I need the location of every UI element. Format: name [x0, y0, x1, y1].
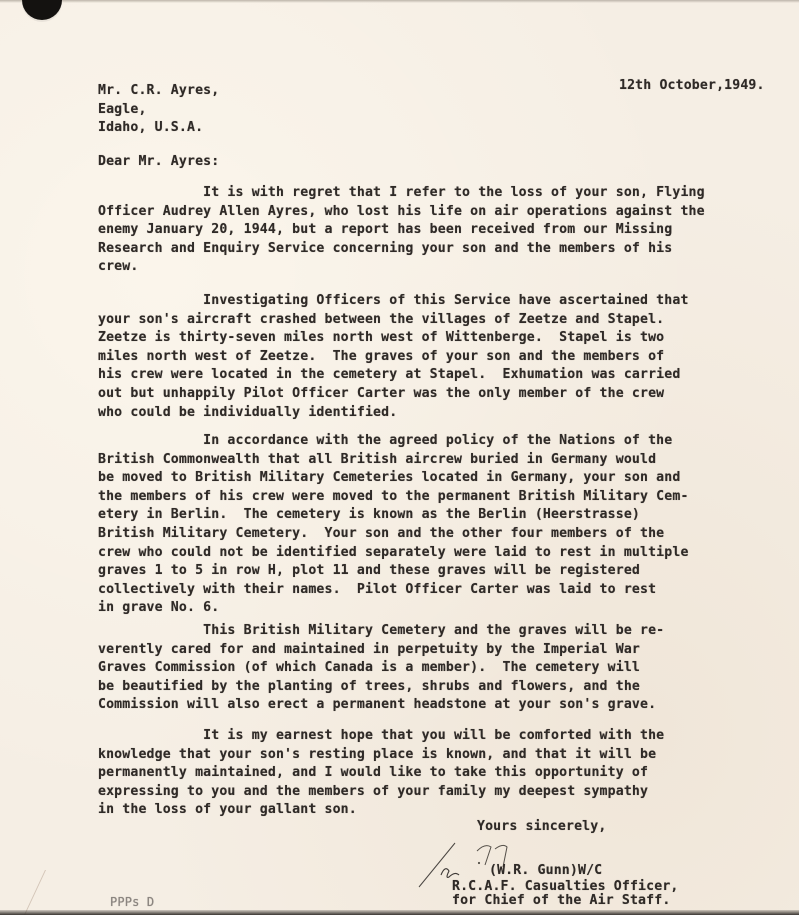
text-line: crew who could not be identified separately were laid to rest in multiple	[98, 544, 689, 560]
text-line: your son's aircraft crashed between the villages of Zeetze and Stapel.	[98, 311, 665, 327]
text-line: verently cared for and maintained in perpetuity by the Imperial War	[98, 641, 640, 657]
text-line: collectively with their names. Pilot Officer Carter was laid to rest	[98, 581, 657, 597]
text-line: Officer Audrey Allen Ayres, who lost his life on air operations against the	[98, 203, 705, 219]
text-line: This British Military Cemetery and the graves will be re-	[98, 623, 665, 638]
text-line: his crew were located in the cemetery at Stapel. Exhumation was carried	[98, 367, 681, 383]
text-line: in grave No. 6.	[98, 600, 220, 616]
address-line: Idaho, U.S.A.	[98, 120, 204, 136]
text-line: in the loss of your gallant son.	[98, 802, 357, 818]
text-line: Graves Commission (of which Canada is a member). The cemetery will	[98, 660, 640, 676]
text-line: Investigating Officers of this Service have ascertained that	[98, 293, 689, 308]
paragraph-1	[98, 184, 705, 277]
text-line: etery in Berlin. The cemetery is known as the Berlin (Heerstrasse)	[98, 507, 640, 523]
paragraph-5	[98, 727, 664, 820]
letter-date: 12th October,1949.	[619, 78, 765, 93]
closing: Yours sincerely,	[477, 819, 607, 834]
text-line: crew.	[98, 259, 139, 275]
paragraph-3	[98, 432, 689, 618]
recipient-address	[98, 82, 219, 138]
signatory-title	[452, 880, 679, 907]
signatory-name: (W.R. Gunn)W/C	[489, 863, 603, 878]
punch-hole-mark	[22, 0, 62, 20]
text-line: It is my earnest hope that you will be comforted with the	[98, 728, 665, 743]
paragraph-4	[98, 622, 664, 715]
text-line: expressing to you and the members of your family my deepest sympathy	[98, 783, 649, 799]
salutation: Dear Mr. Ayres:	[98, 154, 220, 169]
text-line: Zeetze is thirty-seven miles north west of Wittenberge. Stapel is two	[98, 330, 665, 346]
text-line: miles north west of Zeetze. The graves of your son and the members of	[98, 348, 665, 364]
text-line: Research and Enquiry Service concerning your son and the members of his	[98, 240, 673, 256]
text-line: graves 1 to 5 in row H, plot 11 and these graves will be registered	[98, 563, 640, 579]
text-line: be moved to British Military Cemeteries located in Germany, your son and	[98, 470, 681, 486]
text-line: be beautified by the planting of trees, shrubs and flowers, and the	[98, 678, 640, 694]
text-line: the members of his crew were moved to the permanent British Military Cem-	[98, 488, 689, 504]
title-line: for Chief of the Air Staff.	[452, 892, 671, 908]
address-line: Mr. C.R. Ayres,	[98, 83, 220, 98]
page-top-edge	[0, 0, 799, 3]
text-line: In accordance with the agreed policy of the Nations of the	[98, 433, 673, 448]
title-line: R.C.A.F. Casualties Officer,	[452, 879, 679, 894]
text-line: British Military Cemetery. Your son and the other four members of the	[98, 525, 665, 541]
text-line: out but unhappily Pilot Officer Carter was the only member of the crew	[98, 385, 665, 401]
page-bottom-edge	[0, 910, 799, 915]
text-line: enemy January 20, 1944, but a report has been received from our Missing	[98, 222, 673, 238]
text-line: knowledge that your son's resting place is known, and that it will be	[98, 746, 657, 762]
text-line: permanently maintained, and I would like to take this opportunity of	[98, 765, 649, 781]
page-crease	[0, 870, 46, 915]
address-line: Eagle,	[98, 101, 147, 117]
text-line: British Commonwealth that all British aircrew buried in Germany would	[98, 451, 657, 467]
paragraph-2	[98, 292, 689, 422]
typist-reference: PPPs D	[110, 895, 155, 909]
text-line: who could be individually identified.	[98, 404, 398, 420]
text-line: Commission will also erect a permanent headstone at your son's grave.	[98, 697, 657, 713]
text-line: It is with regret that I refer to the loss of your son, Flying	[98, 185, 705, 200]
